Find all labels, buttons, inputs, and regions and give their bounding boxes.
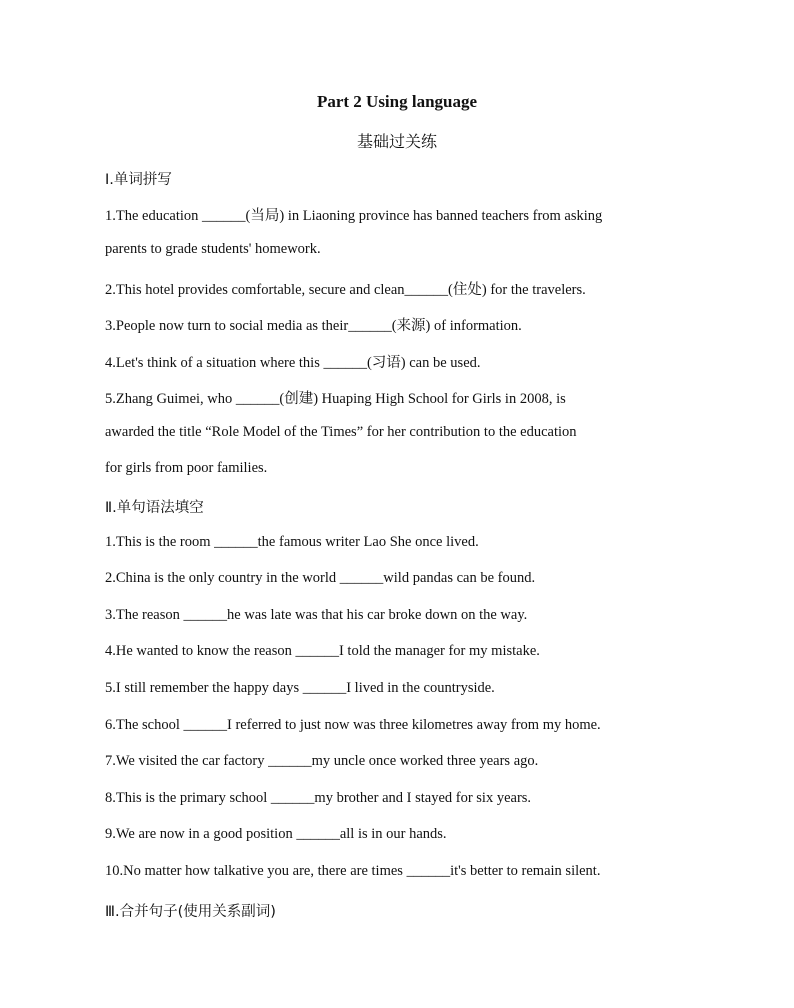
page-subtitle: 基础过关练 [356,132,437,151]
exercise-line: 1.The education ______(当局) in Liaoning province has banned teachers from asking [105,208,603,224]
exercise-line: parents to grade students' homework. [105,241,321,257]
exercise-line: 3.The reason ______he was late was that his car broke down on the way. [105,607,528,623]
exercise-line: 1.This is the room ______the famous writer Lao She once lived. [105,534,479,550]
exercise-line: 3.People now turn to social media as their______(来源) of information. [105,318,522,334]
exercise-line: 5.I still remember the happy days ______I lived in the countryside. [105,680,495,696]
exercise-line: awarded the title “Role Model of the Times” for her contribution to the education [105,424,577,440]
exercise-line: for girls from poor families. [105,460,268,476]
exercise-line: 8.This is the primary school ______my brother and I stayed for six years. [105,790,532,806]
section-3-heading: Ⅲ.合并句子(使用关系副词) [105,904,276,920]
exercise-line: 4.He wanted to know the reason ______I told the manager for my mistake. [105,643,540,659]
exercise-line: 7.We visited the car factory ______my uncle once worked three years ago. [105,753,539,769]
section-2-heading: Ⅱ.单句语法填空 [105,500,204,516]
exercise-line: 6.The school ______I referred to just now was three kilometres away from my home. [105,717,601,733]
exercise-line: 2.This hotel provides comfortable, secure and clean______(住处) for the travelers. [105,282,586,298]
page-title: Part 2 Using language [316,92,478,111]
exercise-line: 9.We are now in a good position ______all is in our hands. [105,826,447,842]
exercise-line: 4.Let's think of a situation where this ______(习语) can be used. [105,355,481,371]
exercise-line: 2.China is the only country in the world ______wild pandas can be found. [105,570,536,586]
exercise-line: 5.Zhang Guimei, who ______(创建) Huaping High School for Girls in 2008, is [105,391,566,407]
exercise-line: 10.No matter how talkative you are, there are times ______it's better to remain silent. [105,863,601,879]
section-1-heading: Ⅰ.单词拼写 [105,172,172,188]
